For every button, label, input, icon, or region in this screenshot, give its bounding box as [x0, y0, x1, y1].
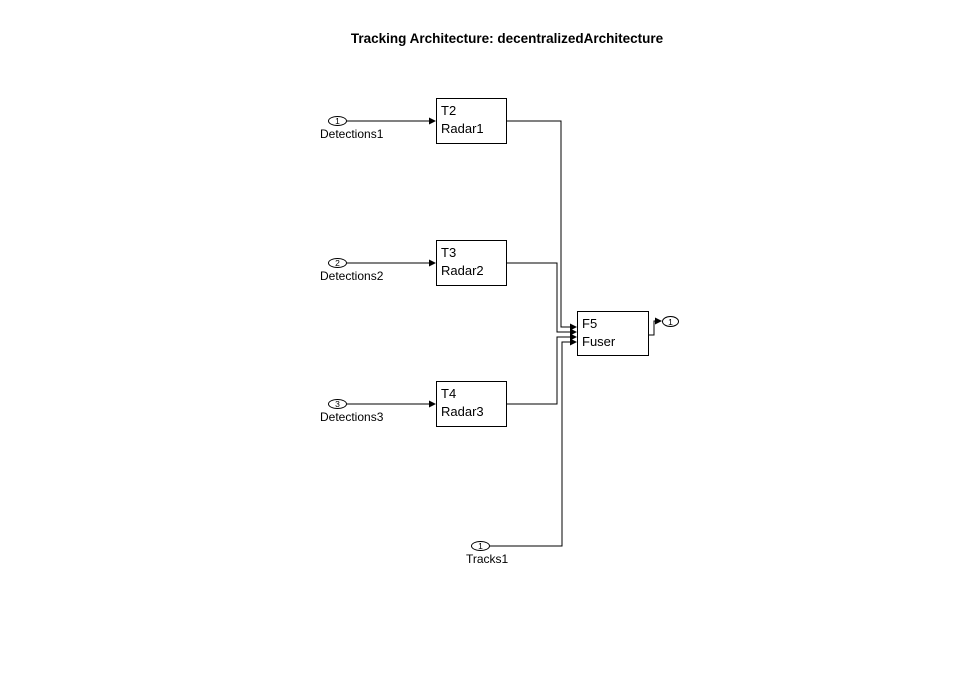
arrowhead-radar3-input [429, 401, 436, 408]
arrowhead-fuser-port4 [570, 339, 577, 346]
inport-number: 1 [335, 116, 340, 126]
tracker-name: T2 [441, 103, 457, 118]
inport-label-detections2: Detections2 [320, 269, 384, 283]
outport-oval [662, 316, 679, 327]
wire-radar1-to-fuser [507, 121, 570, 327]
arrowhead-radar1-input [429, 118, 436, 125]
tracker-block-radar3 [436, 381, 507, 427]
tracker-block-label: Radar3 [441, 404, 484, 419]
inport-number: 2 [335, 258, 340, 268]
tracker-name: T4 [441, 386, 457, 401]
inport-label-detections3: Detections3 [320, 410, 384, 424]
tracker-block-radar2 [436, 240, 507, 286]
fuser-block-label: Fuser [582, 334, 616, 349]
inport-number: 3 [335, 399, 340, 409]
wire-tracks1-to-fuser [490, 342, 570, 546]
wire-fuser-to-output [649, 321, 655, 335]
inport-oval-detections3 [328, 399, 347, 409]
tracker-block-radar1 [436, 98, 507, 144]
inport-label-detections1: Detections1 [320, 127, 384, 141]
fuser-name: F5 [582, 316, 598, 331]
fuser-block [577, 311, 649, 356]
tracker-block-label: Radar1 [441, 121, 484, 136]
inport-label-tracks1: Tracks1 [466, 552, 509, 566]
tracker-name: T3 [441, 245, 457, 260]
inport-oval-detections2 [328, 258, 347, 268]
figure-title: Tracking Architecture: decentralizedArchitecture [350, 31, 664, 46]
wire-radar3-to-fuser [507, 337, 570, 404]
inport-number: 1 [478, 541, 483, 551]
arrowhead-radar2-input [429, 260, 436, 267]
inport-oval-detections1 [328, 116, 347, 126]
outport-number: 1 [668, 316, 673, 327]
arrowhead-output-port [655, 318, 662, 325]
inport-oval-tracks1 [471, 541, 490, 551]
tracker-block-label: Radar2 [441, 263, 484, 278]
